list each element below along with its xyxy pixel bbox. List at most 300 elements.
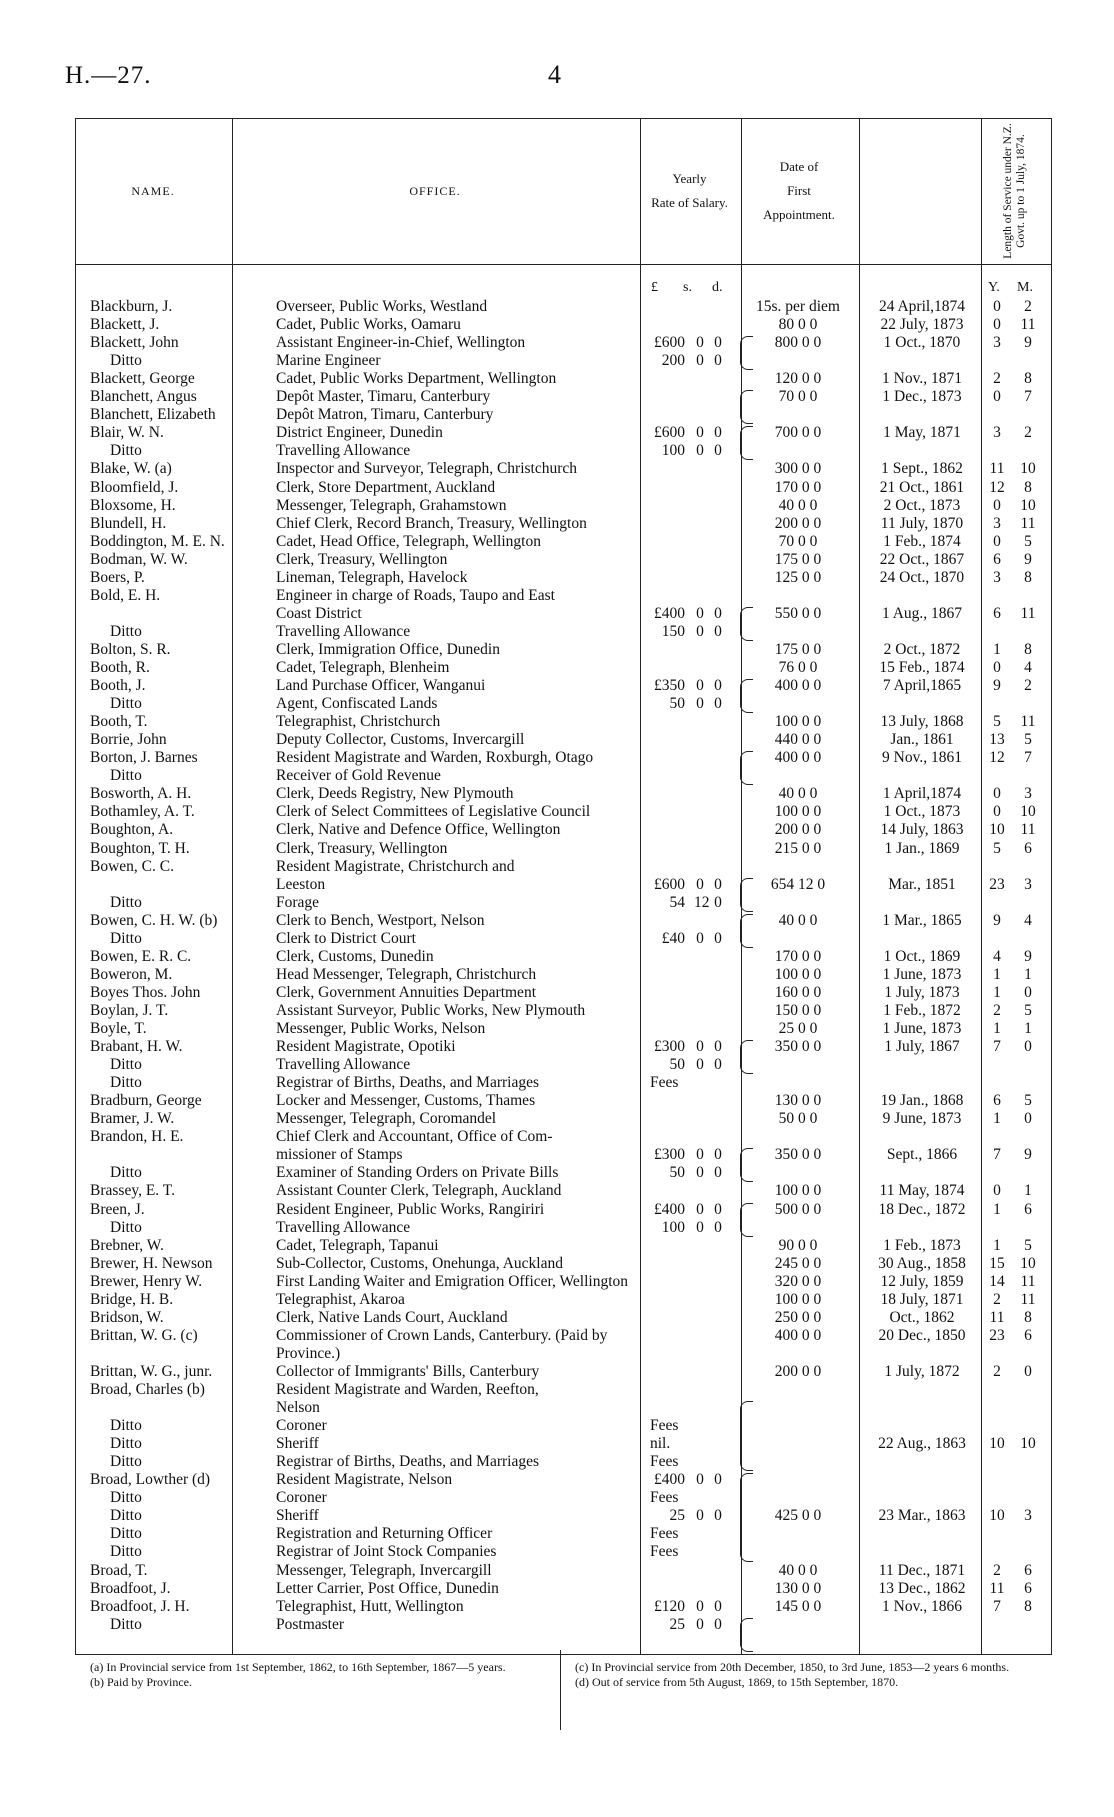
footnotes <box>75 1650 1050 1730</box>
entry-first-appointment: 12 July, 1859 <box>880 1272 964 1290</box>
footnotes-right <box>575 1660 1045 1690</box>
entry-service-years: 3 <box>993 568 1001 586</box>
entry-amount-pence: 0 <box>714 1164 722 1182</box>
entry-service-years: 11 <box>989 1579 1005 1597</box>
entry-name: Boylan, J. T. <box>90 1001 169 1019</box>
entry-office: Receiver of Gold Revenue <box>276 767 441 785</box>
table-row <box>0 316 1114 334</box>
entry-amount-pounds: 100 <box>661 442 685 460</box>
entry-first-appointment: 24 Oct., 1870 <box>879 568 965 586</box>
entry-service-months: 9 <box>1024 334 1032 352</box>
entry-service-months: 10 <box>1020 496 1036 514</box>
entry-first-appointment: 14 July, 1863 <box>880 821 964 839</box>
entry-first-appointment: 1 Dec., 1873 <box>882 388 962 406</box>
table-row <box>0 460 1114 478</box>
entry-name: Ditto <box>110 1218 142 1236</box>
entry-service-years: 1 <box>993 1020 1001 1037</box>
entry-service-years: 10 <box>989 821 1005 839</box>
entry-first-appointment: 1 Nov., 1866 <box>882 1597 962 1615</box>
entry-first-appointment: 1 July, 1867 <box>884 1038 960 1056</box>
entry-service-months: 8 <box>1024 478 1032 496</box>
entry-office: Messenger, Telegraph, Grahamstown <box>276 496 507 514</box>
entry-service-months: 2 <box>1024 677 1032 695</box>
entry-amount-pence: 0 <box>714 442 722 460</box>
entry-service-years: 9 <box>993 911 1001 929</box>
table-row <box>0 497 1114 515</box>
entry-name: Booth, T. <box>90 713 148 731</box>
unit-year: Y. <box>988 280 1000 295</box>
entry-first-appointment: 20 Dec., 1850 <box>878 1326 966 1344</box>
entry-yearly-salary: 170 0 0 <box>774 478 822 496</box>
entry-name: Broad, T. <box>90 1561 148 1579</box>
entry-name: Ditto <box>110 352 142 370</box>
entry-first-appointment: 24 April,1874 <box>878 298 966 315</box>
entry-name: Bothamley, A. T. <box>90 803 195 821</box>
entry-name: Boughton, T. H. <box>90 839 190 857</box>
entry-office: Clerk, Treasury, Wellington <box>276 839 448 857</box>
entry-name: Boers, P. <box>90 568 145 586</box>
entry-office: Sheriff <box>276 1435 319 1453</box>
entry-service-months: 11 <box>1020 604 1036 622</box>
entry-office: Clerk, Native and Defence Office, Wellington <box>276 821 561 839</box>
salary-group-brace <box>740 1401 753 1471</box>
entry-first-appointment: 1 Oct., 1873 <box>883 803 961 821</box>
entry-office: District Engineer, Dunedin <box>276 424 443 442</box>
entry-amount-pence: 0 <box>714 695 722 713</box>
entry-yearly-salary: 400 0 0 <box>774 1326 822 1344</box>
entry-first-appointment: 1 May, 1871 <box>883 424 961 442</box>
entry-office: Head Messenger, Telegraph, Christchurch <box>276 965 537 983</box>
header-date-line: First <box>787 182 811 198</box>
table-row <box>0 1110 1114 1128</box>
entry-office: Assistant Counter Clerk, Telegraph, Auckland <box>276 1182 562 1200</box>
entry-yearly-salary: 25 0 0 <box>778 1020 818 1037</box>
entry-name: Bloxsome, H. <box>90 496 176 514</box>
entry-office: Registrar of Births, Deaths, and Marriages <box>276 1453 540 1471</box>
table-row <box>0 1074 1114 1092</box>
entry-office: Clerk to District Court <box>276 929 416 947</box>
table-row <box>0 930 1114 948</box>
entry-fee-note: Fees <box>650 1453 679 1471</box>
entry-yearly-salary: 125 0 0 <box>774 568 822 586</box>
entry-office: Telegraphist, Christchurch <box>276 713 441 731</box>
entry-first-appointment: Jan., 1861 <box>890 731 954 749</box>
entry-name: Brewer, Henry W. <box>90 1272 203 1290</box>
table-row <box>0 1020 1114 1038</box>
entry-service-months: 7 <box>1024 388 1032 406</box>
entry-amount-pence: 0 <box>714 893 722 911</box>
entry-office: Chief Clerk and Accountant, Office of Com- <box>276 1128 553 1146</box>
entry-yearly-salary: 200 0 0 <box>774 514 822 532</box>
entry-first-appointment: 2 Oct., 1872 <box>883 640 961 658</box>
table-row <box>0 479 1114 497</box>
entry-yearly-salary: 175 0 0 <box>774 550 822 568</box>
entry-first-appointment: Sept., 1866 <box>886 1146 958 1164</box>
entry-amount-pounds: £350 <box>654 677 685 695</box>
entry-name: Ditto <box>110 1164 142 1182</box>
entry-amount-pence: 0 <box>714 929 722 947</box>
entry-amount-pounds: £400 <box>654 1200 685 1218</box>
entry-office: Commissioner of Crown Lands, Canterbury. (Paid by <box>276 1326 608 1344</box>
entry-name: Blanchett, Elizabeth <box>90 406 216 424</box>
units-row <box>0 280 1114 296</box>
entry-name: Brandon, H. E. <box>90 1128 184 1146</box>
entry-service-years: 14 <box>989 1272 1005 1290</box>
entry-amount-pence: 0 <box>714 1615 722 1633</box>
entry-service-months: 10 <box>1020 460 1036 478</box>
entry-first-appointment: 1 Feb., 1872 <box>883 1001 961 1019</box>
entry-service-years: 7 <box>993 1597 1001 1615</box>
table-row <box>0 551 1114 569</box>
table-row <box>0 1219 1114 1237</box>
entry-service-years: 15 <box>989 1254 1005 1272</box>
entry-service-years: 11 <box>989 1308 1005 1326</box>
page-header <box>0 0 1114 100</box>
entry-service-months: 5 <box>1024 1236 1032 1254</box>
entry-service-years: 2 <box>993 1290 1001 1308</box>
table-row <box>0 1201 1114 1219</box>
entry-yearly-salary: 300 0 0 <box>774 460 822 478</box>
salary-group-brace <box>740 1473 753 1561</box>
entry-name: Blair, W. N. <box>90 424 164 442</box>
table-row <box>0 298 1114 316</box>
entry-first-appointment: 1 Feb., 1873 <box>883 1236 961 1254</box>
table-row <box>0 605 1114 623</box>
table-row <box>0 1507 1114 1525</box>
entry-service-months: 2 <box>1024 298 1032 315</box>
table-row <box>0 1164 1114 1182</box>
table-row <box>0 1598 1114 1616</box>
entry-first-appointment: 11 Dec., 1871 <box>878 1561 966 1579</box>
entry-office: Resident Magistrate, Christchurch and <box>276 857 515 875</box>
entry-amount-pence: 0 <box>714 424 722 442</box>
entry-service-months: 5 <box>1024 1001 1032 1019</box>
table-row <box>0 1489 1114 1507</box>
entry-service-years: 0 <box>993 496 1001 514</box>
entry-fee-note: Fees <box>650 1074 679 1092</box>
table-row <box>0 1146 1114 1164</box>
entry-name: Ditto <box>110 1507 142 1525</box>
entry-first-appointment: 13 Dec., 1862 <box>878 1579 966 1597</box>
entry-service-years: 23 <box>989 1326 1005 1344</box>
entry-service-years: 1 <box>993 1110 1001 1128</box>
entry-name: Ditto <box>110 1543 142 1561</box>
entry-name: Blackett, John <box>90 334 179 352</box>
entry-service-months: 11 <box>1020 514 1036 532</box>
entry-yearly-salary: 100 0 0 <box>774 1290 822 1308</box>
entry-office: Clerk, Immigration Office, Dunedin <box>276 640 500 658</box>
entry-service-years: 4 <box>993 947 1001 965</box>
entry-amount-pence: 0 <box>714 334 722 352</box>
table-row <box>0 1381 1114 1399</box>
entry-yearly-salary: 150 0 0 <box>774 1001 822 1019</box>
entry-service-years: 0 <box>993 785 1001 803</box>
table-row <box>0 1453 1114 1471</box>
entry-first-appointment: 18 July, 1871 <box>880 1290 964 1308</box>
entry-name: Broad, Charles (b) <box>90 1381 205 1398</box>
entry-name: Brittan, W. G. (c) <box>90 1326 198 1344</box>
entry-service-years: 10 <box>989 1435 1005 1453</box>
table-row <box>0 424 1114 442</box>
entry-service-years: 2 <box>993 1561 1001 1579</box>
entry-first-appointment: 21 Oct., 1861 <box>879 478 965 496</box>
entry-office: Clerk of Select Committees of Legislative Council <box>276 803 591 821</box>
table-row <box>0 334 1114 352</box>
entry-yearly-salary: 250 0 0 <box>774 1308 822 1326</box>
entry-yearly-salary: 70 0 0 <box>778 532 818 550</box>
table-row <box>0 966 1114 984</box>
entry-first-appointment: 23 Mar., 1863 <box>878 1507 966 1525</box>
salary-group-brace <box>740 1148 753 1182</box>
table-row <box>0 767 1114 785</box>
entry-office: Cadet, Telegraph, Blenheim <box>276 659 450 676</box>
entry-service-months: 6 <box>1024 1200 1032 1218</box>
table-row <box>0 1255 1114 1273</box>
entry-office: Coast District <box>276 604 362 622</box>
entry-first-appointment: 1 Feb., 1874 <box>883 532 961 550</box>
entry-first-appointment: 19 Jan., 1868 <box>880 1092 964 1110</box>
entry-office: Travelling Allowance <box>276 1218 411 1236</box>
entry-office: Messenger, Telegraph, Invercargill <box>276 1561 492 1579</box>
entry-service-years: 6 <box>993 1092 1001 1110</box>
entry-first-appointment: 9 Nov., 1861 <box>882 749 962 767</box>
entry-service-months: 4 <box>1024 911 1032 929</box>
entry-office: Locker and Messenger, Customs, Thames <box>276 1092 536 1110</box>
footnote-d: (d) Out of service from 5th August, 1869, to 15th September, 1870. <box>575 1675 899 1689</box>
entry-name: Booth, J. <box>90 677 146 695</box>
table-row <box>0 1562 1114 1580</box>
entry-office: Clerk to Bench, Westport, Nelson <box>276 911 485 929</box>
entry-amount-shillings: 0 <box>696 929 704 947</box>
table-row <box>0 1616 1114 1634</box>
entry-first-appointment: 1 July, 1873 <box>884 983 960 1001</box>
table-row <box>0 731 1114 749</box>
entry-service-months: 5 <box>1024 731 1032 749</box>
entry-yearly-salary: 80 0 0 <box>778 316 818 334</box>
entry-yearly-salary: 400 0 0 <box>774 677 822 695</box>
entry-fee-note: Fees <box>650 1543 679 1561</box>
table-row <box>0 406 1114 424</box>
table-row <box>0 587 1114 605</box>
table-row <box>0 1543 1114 1561</box>
entry-first-appointment: 1 June, 1873 <box>882 965 962 983</box>
entry-amount-shillings: 0 <box>696 1218 704 1236</box>
entry-name: Brewer, H. Newson <box>90 1254 213 1272</box>
table-row <box>0 785 1114 803</box>
entry-amount-shillings: 0 <box>696 1038 704 1056</box>
entry-amount-shillings: 0 <box>696 1597 704 1615</box>
entry-amount-pence: 0 <box>714 1218 722 1236</box>
entry-first-appointment: 1 Sept., 1862 <box>881 460 963 478</box>
entry-service-years: 12 <box>989 749 1005 767</box>
table-row <box>0 858 1114 876</box>
entry-service-years: 7 <box>993 1146 1001 1164</box>
entry-office: Sheriff <box>276 1507 319 1525</box>
entry-name: Broadfoot, J. <box>90 1579 171 1597</box>
entry-name: Boyle, T. <box>90 1020 147 1037</box>
unit-shilling: s. <box>683 280 692 295</box>
entry-office: Messenger, Telegraph, Coromandel <box>276 1110 497 1128</box>
entry-amount-pounds: 50 <box>669 1164 685 1182</box>
entry-service-months: 11 <box>1020 821 1036 839</box>
entry-name: Ditto <box>110 1525 142 1543</box>
table-row <box>0 659 1114 677</box>
entry-service-months: 4 <box>1024 659 1032 676</box>
entry-yearly-salary: 50 0 0 <box>778 1110 818 1128</box>
entry-service-months: 1 <box>1024 965 1032 983</box>
entry-office: Lineman, Telegraph, Havelock <box>276 568 468 586</box>
entry-first-appointment: 22 Oct., 1867 <box>879 550 965 568</box>
entry-name: Borton, J. Barnes <box>90 749 198 767</box>
entry-office: Depôt Master, Timaru, Canterbury <box>276 388 491 406</box>
header-office: OFFICE. <box>409 183 461 198</box>
entry-office: Travelling Allowance <box>276 1056 411 1074</box>
entry-yearly-salary: 160 0 0 <box>774 983 822 1001</box>
entry-name: Booth, R. <box>90 659 150 676</box>
entry-name: Bolton, S. R. <box>90 640 171 658</box>
entry-amount-shillings: 0 <box>696 1164 704 1182</box>
table-row <box>0 1056 1114 1074</box>
entry-office: Inspector and Surveyor, Telegraph, Christchurch <box>276 460 578 478</box>
entry-yearly-salary: 100 0 0 <box>774 803 822 821</box>
table-row <box>0 388 1114 406</box>
entry-first-appointment: 15 Feb., 1874 <box>879 659 965 676</box>
salary-group-brace <box>740 1618 753 1652</box>
entry-service-years: 3 <box>993 334 1001 352</box>
entry-first-appointment: 22 July, 1873 <box>880 316 964 334</box>
table-row <box>0 894 1114 912</box>
entry-office: Land Purchase Officer, Wanganui <box>276 677 486 695</box>
entry-yearly-salary: 130 0 0 <box>774 1579 822 1597</box>
entry-amount-pence: 0 <box>714 622 722 640</box>
entry-amount-pence: 0 <box>714 1200 722 1218</box>
entry-office: Resident Magistrate, Opotiki <box>276 1038 456 1056</box>
entry-name: Blundell, H. <box>90 514 167 532</box>
entry-amount-shillings: 0 <box>696 442 704 460</box>
entry-yearly-salary: 350 0 0 <box>774 1146 822 1164</box>
header-salary-line: Yearly <box>672 170 707 186</box>
entry-service-months: 8 <box>1024 1308 1032 1326</box>
entry-service-months: 3 <box>1024 875 1032 893</box>
entry-amount-pounds: 50 <box>669 1056 685 1074</box>
entry-name: Ditto <box>110 1074 142 1092</box>
entry-amount-pounds: £600 <box>654 875 685 893</box>
entry-yearly-salary: 40 0 0 <box>778 911 818 929</box>
entry-service-years: 2 <box>993 1362 1001 1380</box>
entry-amount-shillings: 0 <box>696 875 704 893</box>
entry-office: Deputy Collector, Customs, Invercargill <box>276 731 525 749</box>
entry-yearly-salary: 90 0 0 <box>778 1236 818 1254</box>
entry-service-months: 8 <box>1024 1597 1032 1615</box>
entry-service-years: 3 <box>993 424 1001 442</box>
entry-amount-pence: 0 <box>714 1038 722 1056</box>
entry-yearly-salary: 76 0 0 <box>778 659 818 676</box>
salary-group-brace <box>740 914 753 948</box>
entry-fee-note: nil. <box>650 1435 671 1453</box>
entry-first-appointment: Oct., 1862 <box>889 1308 955 1326</box>
entry-name: Borrie, John <box>90 731 167 749</box>
table-row <box>0 876 1114 894</box>
entry-service-years: 7 <box>993 1038 1001 1056</box>
table-row <box>0 695 1114 713</box>
table-row <box>0 1471 1114 1489</box>
entry-amount-pounds: £40 <box>661 929 685 947</box>
header-date <box>740 118 858 263</box>
entry-name: Bowen, E. R. C. <box>90 947 192 965</box>
salary-group-brace <box>740 1040 753 1074</box>
entry-yearly-salary: 245 0 0 <box>774 1254 822 1272</box>
entry-amount-shillings: 0 <box>696 1200 704 1218</box>
table-row <box>0 1327 1114 1345</box>
entry-amount-pounds: £600 <box>654 424 685 442</box>
entry-office: Cadet, Public Works, Oamaru <box>276 316 461 334</box>
entry-service-years: 13 <box>989 731 1005 749</box>
salary-group-brace <box>740 336 753 370</box>
entry-name: Ditto <box>110 767 142 785</box>
entry-first-appointment: 1 April,1874 <box>882 785 962 803</box>
entry-first-appointment: 13 July, 1868 <box>880 713 964 731</box>
entry-yearly-salary: 500 0 0 <box>774 1200 822 1218</box>
entry-amount-pence: 0 <box>714 1056 722 1074</box>
entry-name: Broadfoot, J. H. <box>90 1597 190 1615</box>
entry-name: Bold, E. H. <box>90 586 161 604</box>
entry-service-years: 0 <box>993 298 1001 315</box>
entry-service-months: 11 <box>1020 316 1036 334</box>
salary-group-brace <box>740 751 753 785</box>
entry-name: Bowen, C. H. W. (b) <box>90 911 218 929</box>
table-row <box>0 1399 1114 1417</box>
table-row <box>0 1291 1114 1309</box>
table-row <box>0 1237 1114 1255</box>
table-row <box>0 533 1114 551</box>
entry-service-years: 5 <box>993 839 1001 857</box>
entry-service-months: 6 <box>1024 1561 1032 1579</box>
entry-yearly-salary: 145 0 0 <box>774 1597 822 1615</box>
entry-service-years: 10 <box>989 1507 1005 1525</box>
entry-service-months: 9 <box>1024 947 1032 965</box>
entry-name: Ditto <box>110 929 142 947</box>
salary-group-brace <box>740 426 753 460</box>
header-date-line: Date of <box>779 158 819 174</box>
entry-service-months: 10 <box>1020 803 1036 821</box>
entry-service-months: 1 <box>1024 1020 1032 1037</box>
entry-yearly-salary: 425 0 0 <box>774 1507 822 1525</box>
table-row <box>0 1038 1114 1056</box>
entry-yearly-salary: 400 0 0 <box>774 749 822 767</box>
header-date-line: Appointment. <box>763 206 835 222</box>
entry-name: Brittan, W. G., junr. <box>90 1362 213 1380</box>
entry-office: Province.) <box>276 1344 341 1362</box>
table-row <box>0 352 1114 370</box>
entry-amount-pence: 0 <box>714 677 722 695</box>
entry-office: Assistant Engineer-in-Chief, Wellington <box>276 334 526 352</box>
entry-amount-shillings: 0 <box>696 424 704 442</box>
table-row <box>0 984 1114 1002</box>
parliamentary-paper-code: H.—27. <box>65 62 152 89</box>
table-row <box>0 713 1114 731</box>
entry-service-months: 9 <box>1024 1146 1032 1164</box>
entry-office: Engineer in charge of Roads, Taupo and East <box>276 586 555 604</box>
entry-yearly-salary: 200 0 0 <box>774 1362 822 1380</box>
entry-name: Ditto <box>110 1056 142 1074</box>
entry-office: Letter Carrier, Post Office, Dunedin <box>276 1579 499 1597</box>
entry-office: Marine Engineer <box>276 352 381 370</box>
unit-pound: £ <box>651 280 658 295</box>
entry-yearly-salary: 200 0 0 <box>774 821 822 839</box>
entry-service-years: 0 <box>993 659 1001 676</box>
entry-office: Telegraphist, Akaroa <box>276 1290 405 1308</box>
entry-name: Boddington, M. E. N. <box>90 532 225 550</box>
